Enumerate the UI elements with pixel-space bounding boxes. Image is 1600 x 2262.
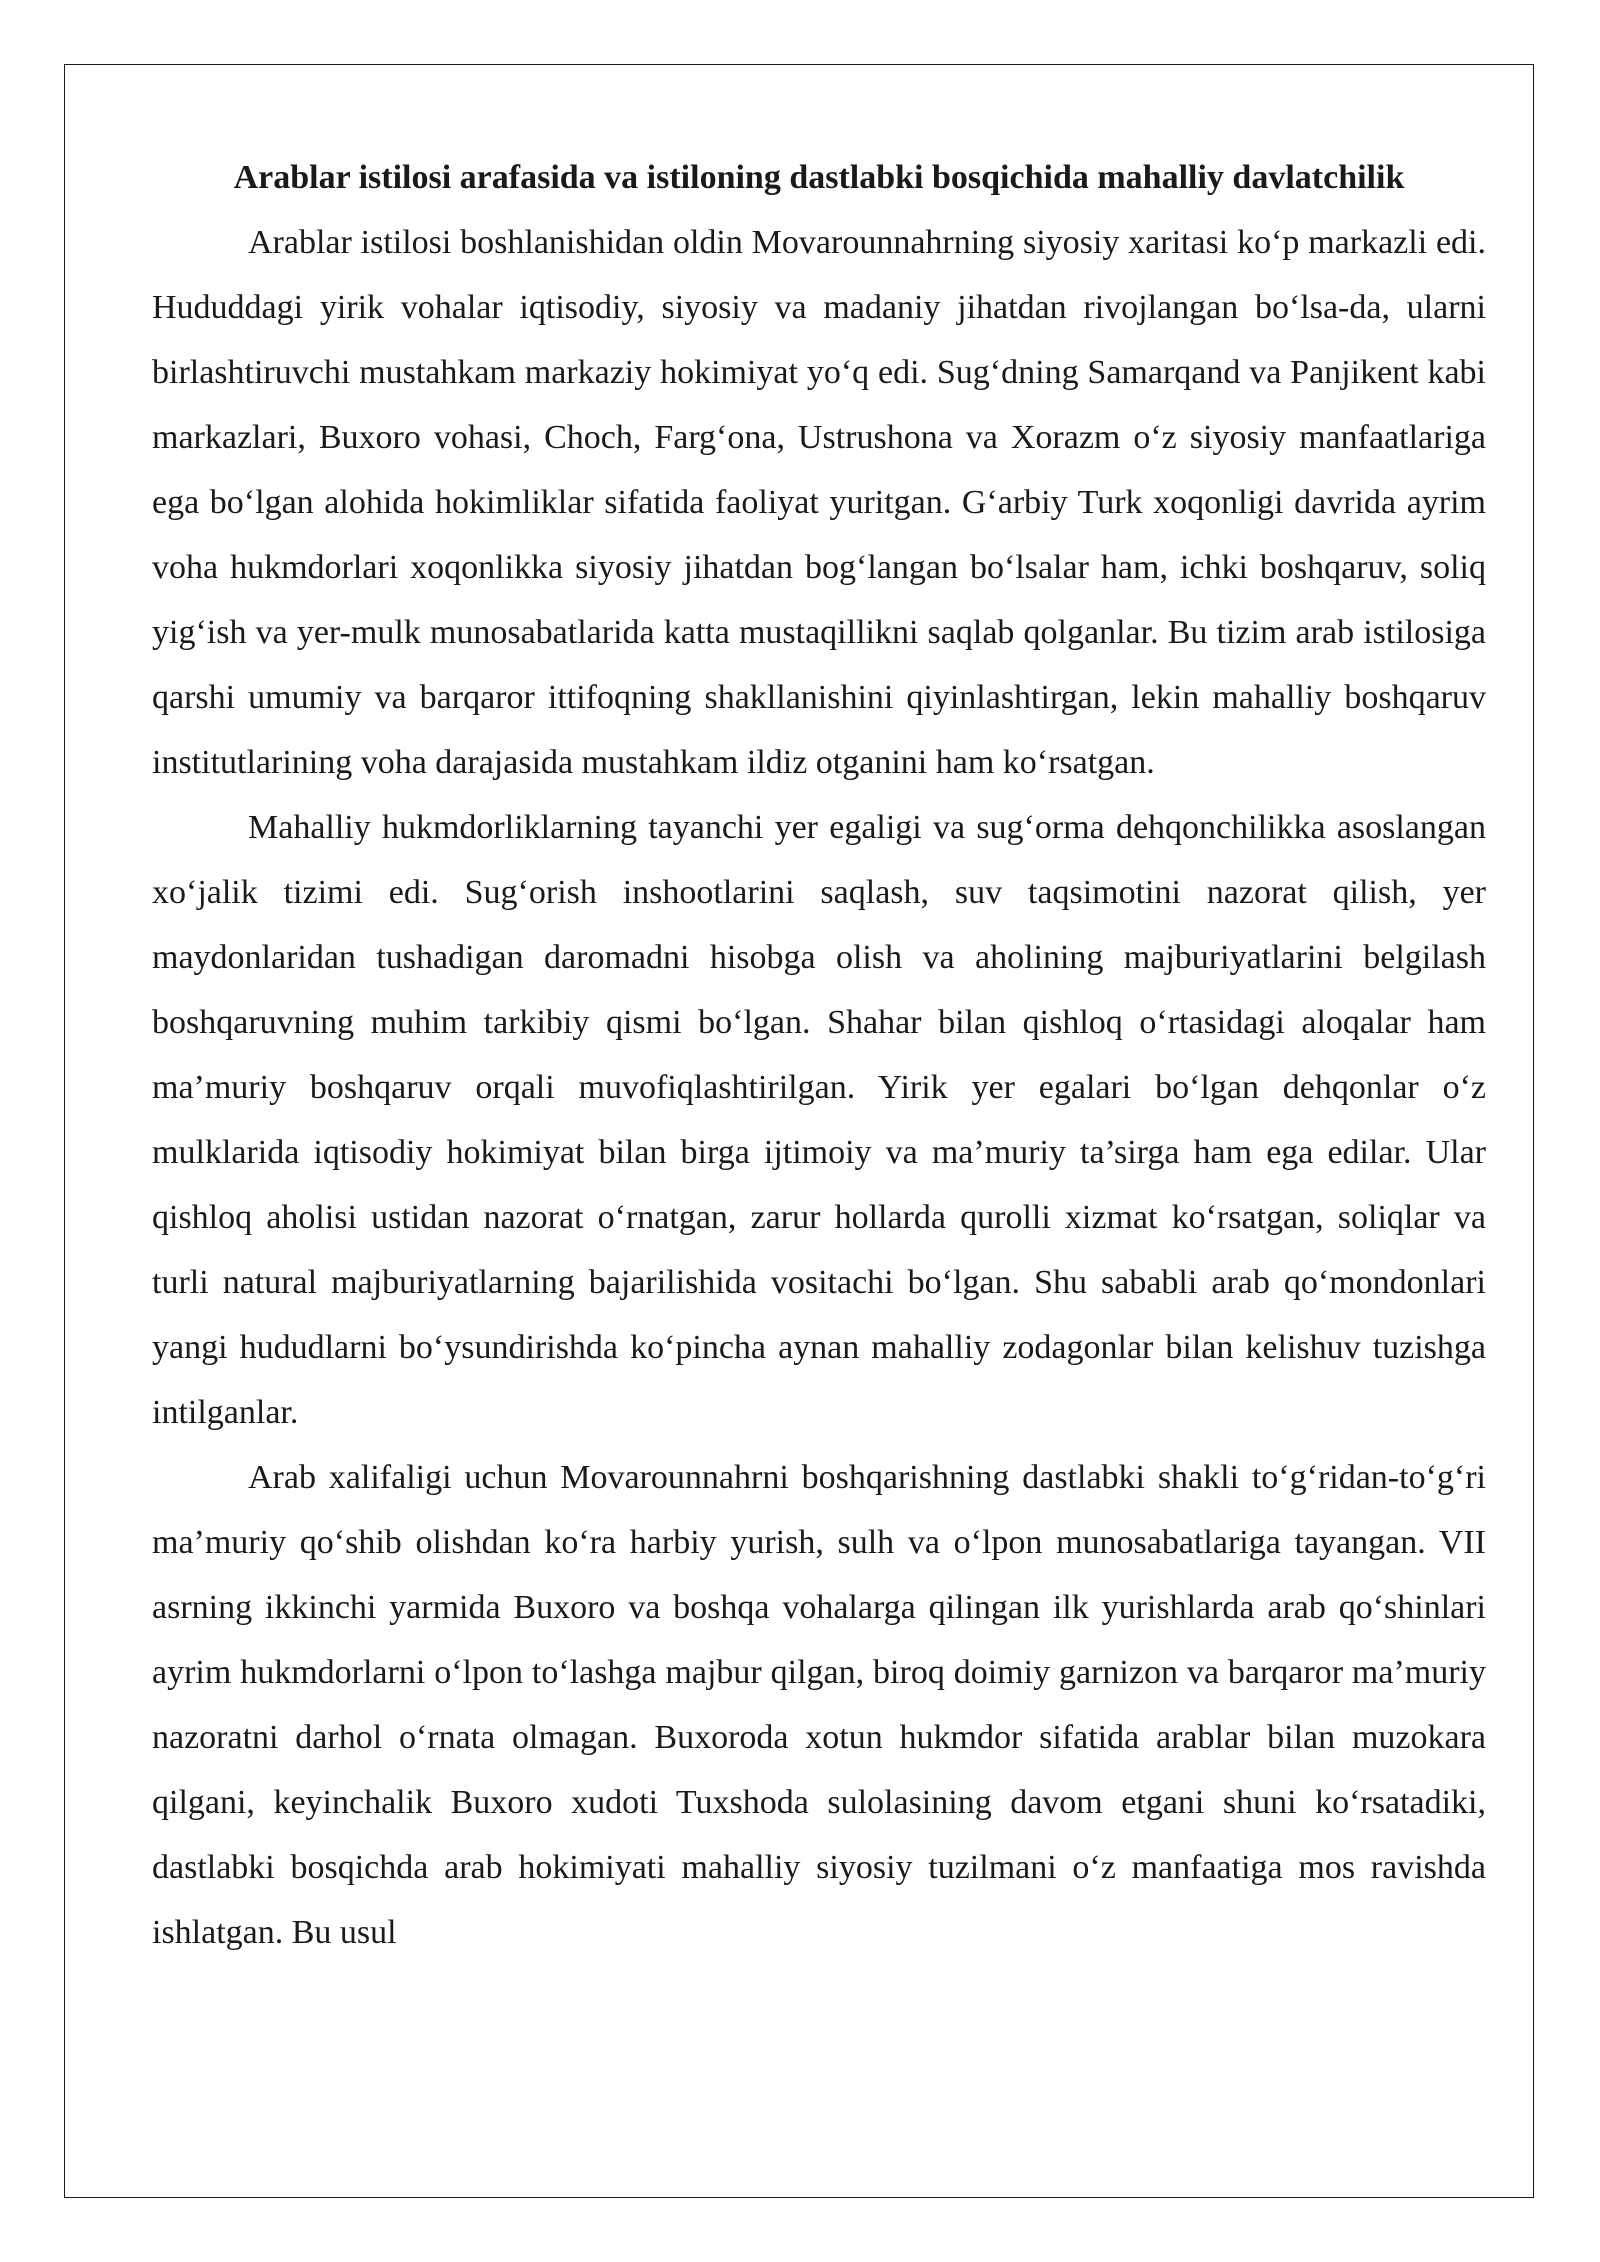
document-title: Arablar istilosi arafasida va istiloning dastlabki bosqichida mahalliy davlatchilik	[233, 159, 1405, 196]
document-body	[152, 145, 1486, 1965]
paragraph-1: Arablar istilosi boshlanishidan oldin Movarounnahrning siyosiy xaritasi ko‘p markazli edi. Hududdagi yirik vohalar iqtisodiy, siyosiy va madaniy jihatdan rivojlangan bo‘lsa-da, ularni birlashtiruvchi mustahkam markaziy hokimiyat yo‘q edi. Sug‘dning Samarqand va Panjikent kabi markazlari, Buxoro vohasi, Choch, Farg‘ona, Ustrushona va Xorazm o‘z siyosiy manfaatlariga ega bo‘lgan alohida hokimliklar sifatida faoliyat yuritgan. G‘arbiy Turk xoqonligi davrida ayrim voha hukmdorlari xoqonlikka siyosiy jihatdan bog‘langan bo‘lsalar ham, ichki boshqaruv, soliq yig‘ish va yer-mulk munosabatlarida katta mustaqillikni saqlab qolganlar. Bu tizim arab istilosiga qarshi umumiy va barqaror ittifoqning shakllanishini qiyinlashtirgan, lekin mahalliy boshqaruv institutlarining voha darajasida mustahkam ildiz otganini ham ko‘rsatgan.	[152, 224, 1486, 781]
paragraph-3: Arab xalifaligi uchun Movarounnahrni boshqarishning dastlabki shakli to‘g‘ridan-to‘g‘ri ma’muriy qo‘shib olishdan ko‘ra harbiy yurish, sulh va o‘lpon munosabatlariga tayangan. VII asrning ikkinchi yarmida Buxoro va boshqa vohalarga qilingan ilk yurishlarda arab qo‘shinlari ayrim hukmdorlarni o‘lpon to‘lashga majbur qilgan, biroq doimiy garnizon va barqaror ma’muriy nazoratni darhol o‘rnata olmagan. Buxoroda xotun hukmdor sifatida arablar bilan muzokara qilgani, keyinchalik Buxoro xudoti Tuxshoda sulolasining davom etgani shuni ko‘rsatadiki, dastlabki bosqichda arab hokimiyati mahalliy siyosiy tuzilmani o‘z manfaatiga mos ravishda ishlatgan. Bu usul	[152, 1459, 1486, 1951]
paragraph-2: Mahalliy hukmdorliklarning tayanchi yer egaligi va sug‘orma dehqonchilikka asoslangan xo‘jalik tizimi edi. Sug‘orish inshootlarini saqlash, suv taqsimotini nazorat qilish, yer maydonlaridan tushadigan daromadni hisobga olish va aholining majburiyatlarini belgilash boshqaruvning muhim tarkibiy qismi bo‘lgan. Shahar bilan qishloq o‘rtasidagi aloqalar ham ma’muriy boshqaruv orqali muvofiqlashtirilgan. Yirik yer egalari bo‘lgan dehqonlar o‘z mulklarida iqtisodiy hokimiyat bilan birga ijtimoiy va ma’muriy ta’sirga ham ega edilar. Ular qishloq aholisi ustidan nazorat o‘rnatgan, zarur hollarda qurolli xizmat ko‘rsatgan, soliqlar va turli natural majburiyatlarning bajarilishida vositachi bo‘lgan. Shu sababli arab qo‘mondonlari yangi hududlarni bo‘ysundirishda ko‘pincha aynan mahalliy zodagonlar bilan kelishuv tuzishga intilganlar.	[152, 809, 1486, 1431]
